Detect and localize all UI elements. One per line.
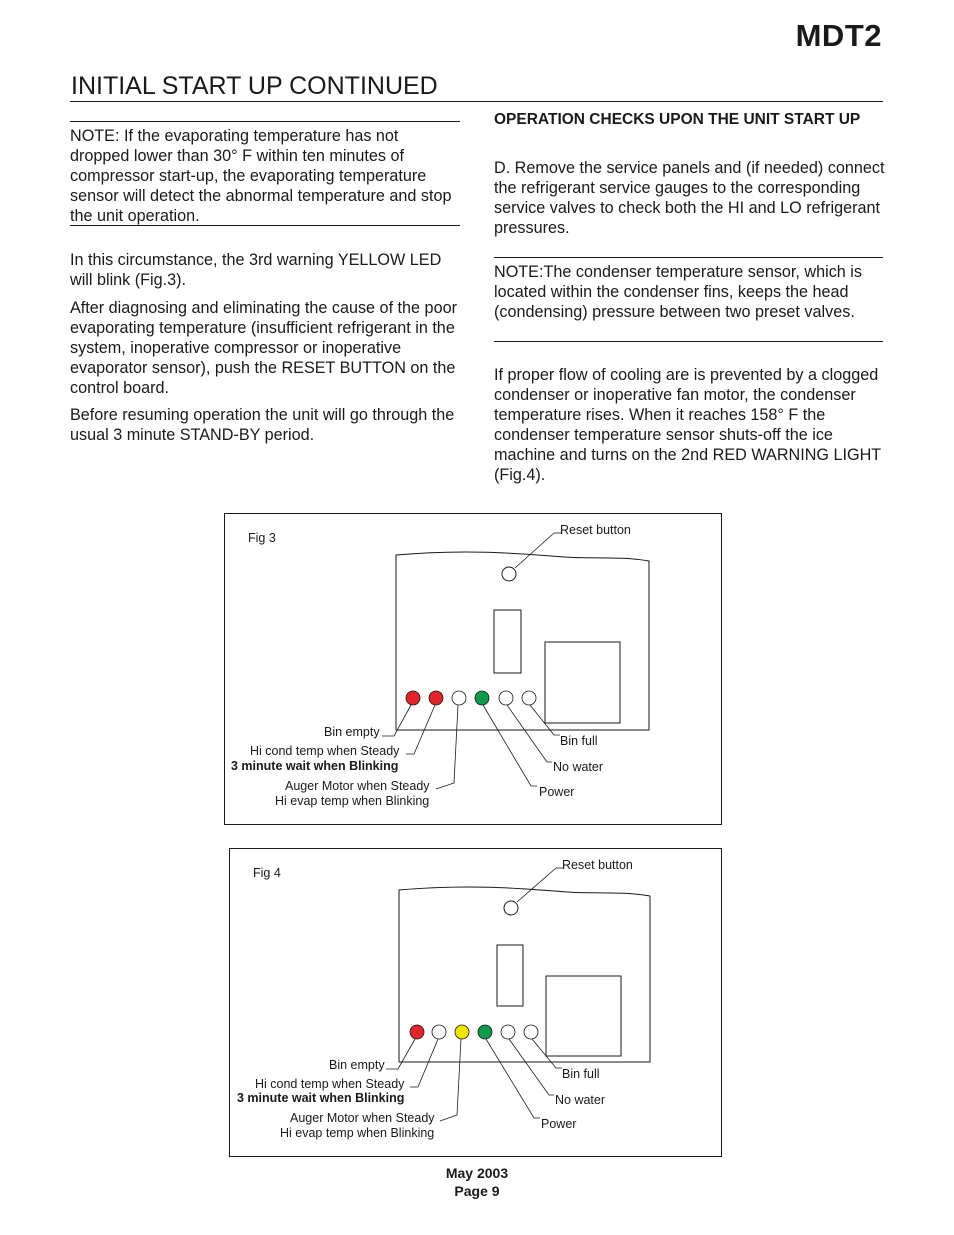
bin-full-label: Bin full	[562, 1067, 600, 1081]
reset-button	[502, 567, 516, 581]
hi-evap-label: Hi evap temp when Blinking	[280, 1126, 435, 1140]
reset-button-label: Reset button	[560, 523, 631, 537]
led-no-water	[499, 691, 513, 705]
led-no-water	[501, 1025, 515, 1039]
condenser-flow-paragraph: If proper flow of cooling are is prevented by a clogged condenser or inoperative fan motor, the condenser temperature rises. When it reaches 158° F the condenser temperature sensor shuts-off the ice machine and turns on the 2nd RED WARNING LIGHT (Fig.4).	[494, 366, 881, 484]
leader-power	[483, 705, 537, 786]
led-bin-empty	[410, 1025, 424, 1039]
standby-paragraph: Before resuming operation the unit will go through the usual 3 minute STAND-BY period.	[70, 406, 455, 444]
figure-4	[229, 848, 723, 1158]
reset-leader	[515, 533, 554, 568]
leader-hi-evap	[436, 705, 458, 789]
reset-button-label: Reset button	[562, 858, 633, 872]
wait-label: 3 minute wait when Blinking	[237, 1091, 405, 1105]
title-rule	[70, 101, 883, 102]
figure-frame	[225, 514, 722, 825]
led-bin-full	[524, 1025, 538, 1039]
hi-evap-label: Hi evap temp when Blinking	[275, 794, 430, 808]
figure-label: Fig 4	[253, 866, 281, 880]
footer-date: May 2003	[445, 1165, 509, 1181]
yellow-led-paragraph: In this circumstance, the 3rd warning YELLOW LED will blink (Fig.3).	[70, 251, 442, 289]
auger-label: Auger Motor when Steady	[285, 779, 430, 793]
connector-block	[494, 610, 521, 673]
leader-bin-empty	[386, 1039, 415, 1069]
led-hi-evap-temp	[455, 1025, 469, 1039]
led-bin-full	[522, 691, 536, 705]
note-rule-top	[70, 121, 460, 122]
condenser-note: NOTE:The condenser temperature sensor, which is located within the condenser fins, keeps the head (condensing) pressure between two preset valves.	[494, 263, 862, 321]
bin-full-label: Bin full	[560, 734, 598, 748]
auger-label: Auger Motor when Steady	[290, 1111, 435, 1125]
section-title: INITIAL START UP CONTINUED	[71, 72, 438, 100]
led-power	[478, 1025, 492, 1039]
note-rule-bottom	[70, 225, 460, 226]
leader-bin-full	[532, 1039, 562, 1068]
bin-empty-label: Bin empty	[329, 1058, 385, 1072]
hi-cond-label: Hi cond temp when Steady	[255, 1077, 405, 1091]
connector-block	[497, 945, 523, 1006]
evap-note: NOTE: If the evaporating temperature has not dropped lower than 30° F within ten minutes of compressor start-up, the evaporating temperature sensor will detect the abnormal temperature and stop the unit operation.	[70, 127, 452, 225]
led-power	[475, 691, 489, 705]
reset-leader	[517, 868, 556, 902]
reset-button	[504, 901, 518, 915]
relay-block	[545, 642, 620, 723]
led-hi-evap-temp	[452, 691, 466, 705]
operation-checks-heading: OPERATION CHECKS UPON THE UNIT START UP	[494, 111, 861, 128]
no-water-label: No water	[553, 760, 604, 774]
hi-cond-label: Hi cond temp when Steady	[250, 744, 400, 758]
power-label: Power	[541, 1117, 577, 1131]
led-hi-cond-temp	[432, 1025, 446, 1039]
bin-empty-label: Bin empty	[324, 725, 380, 739]
figure-3	[224, 513, 723, 826]
leader-hi-evap	[440, 1039, 461, 1121]
doc-id: MDT2	[795, 18, 882, 53]
power-label: Power	[539, 785, 575, 799]
figure-label: Fig 3	[248, 531, 276, 545]
relay-block	[546, 976, 621, 1056]
cond-note-rule-bottom	[494, 341, 883, 342]
led-hi-cond-temp	[429, 691, 443, 705]
service-gauges-paragraph: D. Remove the service panels and (if needed) connect the refrigerant service gauges to the corresponding service valves to check both the HI and LO refrigerant pressures.	[494, 159, 885, 237]
cond-note-rule-top	[494, 257, 883, 258]
leader-no-water	[509, 1039, 554, 1095]
leader-hi-cond	[410, 1039, 438, 1087]
reset-paragraph: After diagnosing and eliminating the cause of the poor evaporating temperature (insufficient refrigerant in the system, inoperative compressor or inoperative evaporator sensor), push the RESET BUTTON on the control board.	[70, 299, 457, 397]
footer-page: Page 9	[454, 1183, 500, 1199]
wait-label: 3 minute wait when Blinking	[231, 759, 399, 773]
leader-power	[486, 1039, 540, 1118]
led-bin-empty	[406, 691, 420, 705]
no-water-label: No water	[555, 1093, 606, 1107]
